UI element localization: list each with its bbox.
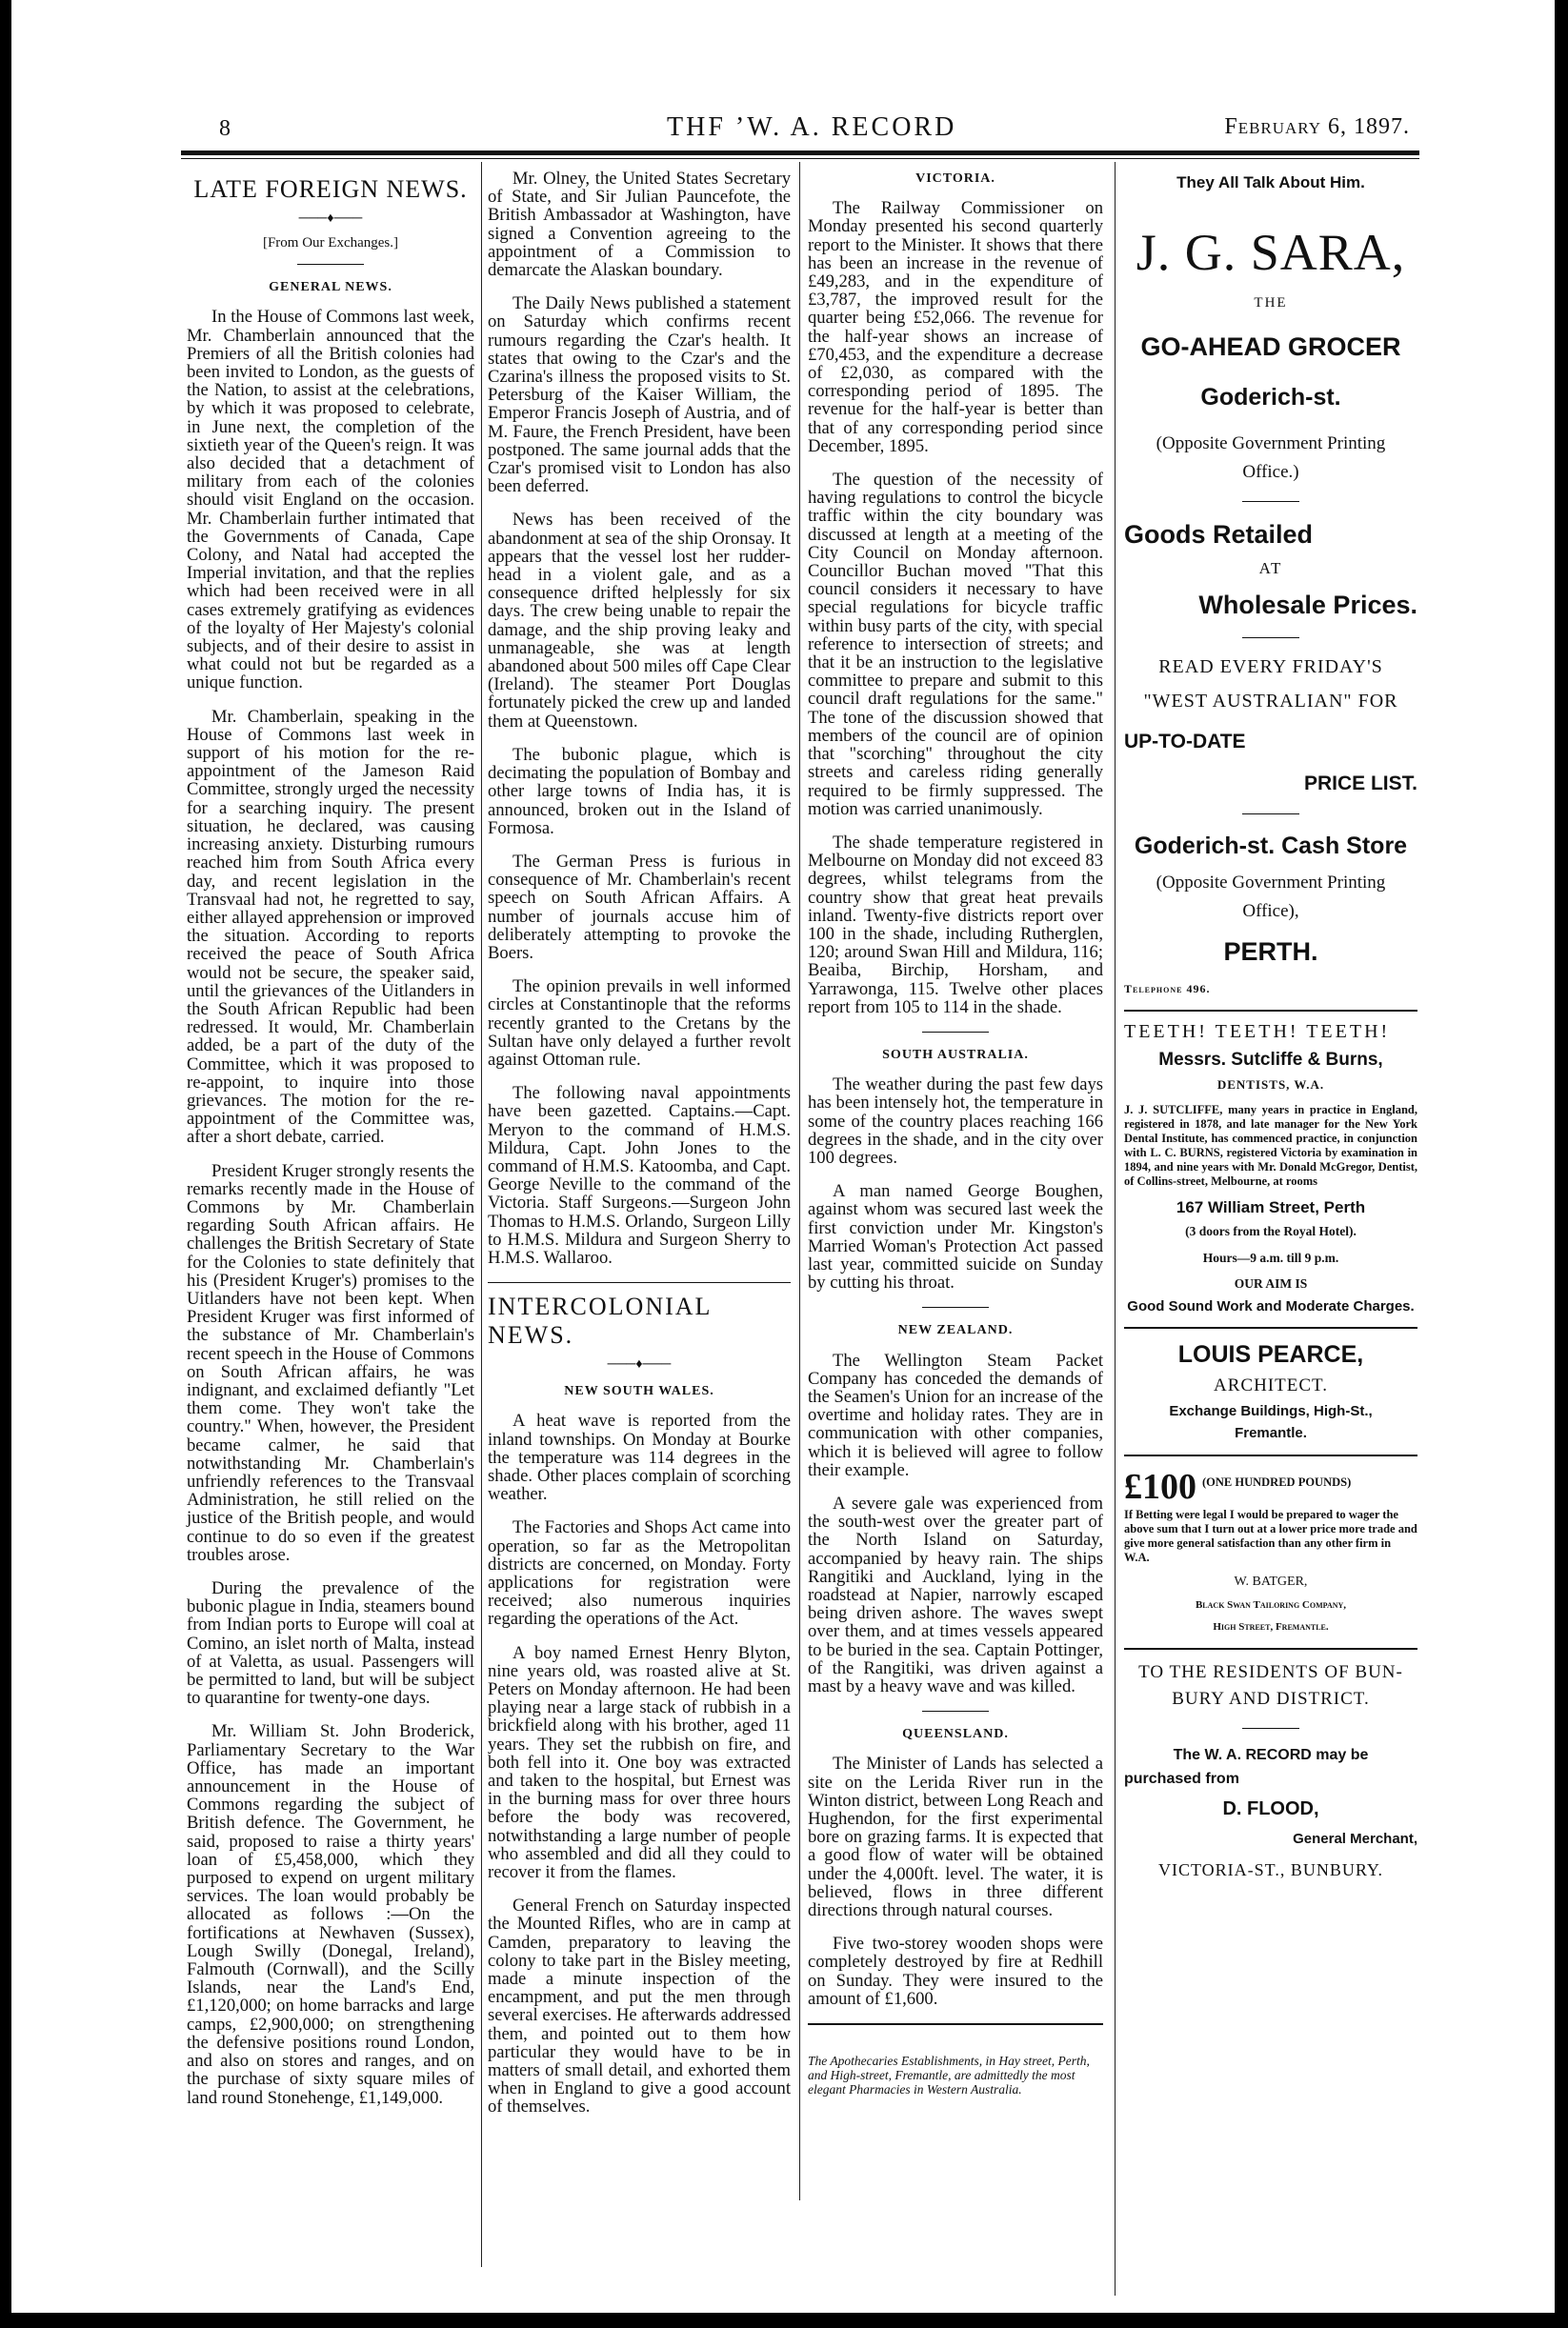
divider: [922, 1032, 989, 1033]
ad-text: (Opposite Government Printing: [1156, 872, 1386, 893]
article-paragraph: The Wellington Steam Packet Company has conceded the demands of the Seamen's Union for an increase of the overtime and holiday rates. They are in communication with other companies, which it is believed will agree to follow their example.: [808, 1350, 1103, 1480]
divider: [808, 2023, 1103, 2025]
ad-headline: TEETH! TEETH! TEETH!: [1124, 1020, 1391, 1042]
ad-merchant-name: J. G. SARA,: [1136, 224, 1406, 282]
article-paragraph: The opinion prevails in well informed circles at Constantinople that the reforms recently granted to the Cretans by the Sultan have only delayed a further revolt against Ottoman rule.: [488, 976, 791, 1070]
ad-bunbury: [1124, 1661, 1417, 1879]
ad-firm-name: Messrs. Sutcliffe & Burns,: [1158, 1050, 1383, 1071]
ornament-divider: ───♦───: [298, 211, 363, 226]
ad-text: OUR AIM IS: [1234, 1275, 1308, 1291]
divider: [922, 1307, 989, 1308]
ad-street: Goderich-st.: [1200, 384, 1341, 411]
ad-text: Good Sound Work and Moderate Charges.: [1127, 1298, 1415, 1315]
ad-text: Hours—9 a.m. till 9 p.m.: [1202, 1250, 1339, 1265]
article-paragraph: In the House of Commons last week, Mr. Chamberlain announced that the Premiers of all the British colonies had been invited to London, as the guests of the Nation, to assist at the celebrations, by which it was proposed to celebrate, in June next, the completion of the sixtieth year of the Queen's reign. It was also decided that a detachment of military from each of the colonies should visit England on the occasion. Mr. Chamberlain further intimated that the Governments of Canada, Cape Colony, and Natal had accepted the Imperial invitation, and that the replies which had been received were in all cases extremely gratifying as evidences of the loyalty of Her Majesty's colonial subjects, and of their desire to assist in what could not but be regarded as a unique function.: [187, 307, 474, 693]
ad-text: Office.): [1242, 462, 1299, 483]
issue-date: February 6, 1897.: [1224, 114, 1410, 139]
ad-separator: [1124, 1455, 1417, 1456]
column-divider: [481, 162, 482, 2267]
article-paragraph: News has been received of the abandonment at sea of the ship Oronsay. It appears that the vessel lost her rudder-head in a violent gale, and as a consequence drifted helplessly for six days. The crew being unable to repair the damage, and the ship proving leaky and unmanageable, she was at length abandoned about 500 miles off Cape Clear (Ireland). The steamer Port Douglas fortunately picked the crew up and landed them at Queenstown.: [488, 510, 791, 732]
scan-border-left: [0, 0, 11, 2328]
column-advertisements: [1124, 170, 1417, 1887]
ad-text: General Merchant,: [1293, 1830, 1417, 1847]
subhead: NEW ZEALAND.: [897, 1323, 1014, 1338]
divider: [297, 264, 364, 265]
ad-headline: Goods Retailed: [1124, 520, 1314, 550]
paper-title: THF ’W. A. RECORD: [667, 112, 957, 142]
ad-text: "WEST AUSTRALIAN" FOR: [1143, 690, 1398, 712]
ad-headline: GO-AHEAD GROCER: [1140, 332, 1401, 362]
ad-headline: PRICE LIST.: [1303, 772, 1417, 794]
ad-headline: UP-TO-DATE: [1124, 730, 1246, 753]
ad-wager-header: [1124, 1468, 1417, 1506]
ad-text: purchased from: [1124, 1771, 1239, 1788]
article-paragraph: A severe gale was experienced from the south-west over the greater part of the North Island on Saturday, accompanied by heavy rain. The ships Rangitiki and Auckland, lying in the roadstead at Napier, narrowly escaped being driven ashore. The waves swept over them, and at times vessels appeared to be buried in the sea. Captain Pottinger, of the Rangitiki, was driven against a mast by a heavy wave and was killed.: [808, 1494, 1103, 1697]
header-rule: [181, 151, 1419, 155]
article-paragraph: The question of the necessity of having regulations to control the bicycle traffic within the city boundary was discussed at length at a meeting of the City Council on Monday afternoon. Councillor Buchan moved "That this council considers it necessary to have special regulations for bicycle traffic within busy parts of the city, with special reference to intersection of streets; and that it be an instruction to the legislative committee to prepare and submit to this council draft regulations for the same." The tone of the discussion showed that members of the council are of opinion that "scorching" throughout the city streets and careless riding generally required to be firmly suppressed. The motion was carried unanimously.: [808, 470, 1103, 819]
ad-headline: Goderich-st. Cash Store: [1134, 832, 1408, 859]
ad-merchant-name: D. FLOOD,: [1222, 1797, 1319, 1819]
ad-text: (3 doors from the Royal Hotel).: [1185, 1224, 1357, 1239]
ad-separator: [1124, 1648, 1417, 1650]
article-paragraph: A man named George Boughen, against whom was secured last week the first conviction under Mr. Kingston's Married Woman's Protection Act passed last year, committed suicide on Sunday by cutting his throat.: [808, 1181, 1103, 1294]
article-paragraph: President Kruger strongly resents the remarks recently made in the House of Commons by Mr. Chamberlain regarding South African affairs. He challenges the British Secretary of State for the Colonies to state definitely that his (President Kruger's) promises to the Uitlanders have not been kept. When President Kruger was first informed of the substance of Mr. Chamberlain's recent speech in the House of Commons on South African affairs, he was indignant, and exclaimed defiantly "Let them come. They won't take the country." When, however, the President became calmer, he said that notwithstanding Mr. Chamberlain's unfriendly references to the Transvaal Administration, he still relied on the justice of the British people, and would continue to do so even if the greatest troubles arose.: [187, 1160, 474, 1565]
ad-headline: Wholesale Prices.: [1198, 590, 1417, 619]
ad-tagline: They All Talk About Him.: [1176, 173, 1365, 191]
column-late-foreign-news: [187, 170, 474, 2122]
page-header: [181, 112, 1410, 145]
source-note: [From Our Exchanges.]: [262, 235, 399, 251]
ornament-divider: ───♦───: [607, 1357, 672, 1373]
ad-headline: PERTH.: [1223, 936, 1318, 966]
ad-amount: £100: [1124, 1466, 1196, 1507]
subhead: SOUTH AUSTRALIA.: [882, 1047, 1029, 1062]
ad-text: AT: [1258, 559, 1283, 578]
ad-text: TO THE RESIDENTS OF BUN-: [1138, 1662, 1403, 1683]
divider: [1242, 637, 1299, 638]
article-paragraph: A heat wave is reported from the inland townships. On Monday at Bourke the temperature was 114 degrees in the shade. Other places complain of scorching weather.: [488, 1411, 791, 1505]
ad-telephone: Telephone 496.: [1124, 981, 1211, 995]
article-paragraph: Mr. Olney, the United States Secretary of State, and Sir Julian Pauncefote, the British Ambassador at Washington, have signed a Convention agreeing to the appointment of a Commission to demarcate the Alaskan boundary.: [488, 169, 791, 281]
ad-address: Exchange Buildings, High-St.,: [1169, 1403, 1373, 1420]
column-foreign-continued: [488, 170, 791, 2132]
article-paragraph: The bubonic plague, which is decimating the population of Bombay and other large towns of India has, it is announced, broken out in the Island of Formosa.: [488, 744, 791, 838]
ad-tailor: [1124, 1468, 1417, 1637]
article-paragraph: During the prevalence of the bubonic plague in India, steamers bound from Indian ports to Europe will coal at Comino, an islet north of Malta, instead of at Valetta, as usual. Passengers will be permitted to land, but will be subject to quarantine for twenty-one days.: [187, 1578, 474, 1709]
divider: [1242, 813, 1299, 814]
ad-text: DENTISTS, W.A.: [1216, 1077, 1325, 1093]
article-paragraph: The weather during the past few days has been intensely hot, the temperature in some of the country places reaching 166 degrees in the shade, and in the city over 100 degrees.: [808, 1074, 1103, 1168]
subhead: NEW SOUTH WALES.: [564, 1384, 714, 1399]
article-paragraph: The Daily News published a statement on Saturday which confirms recent rumours regarding the Czar's health. It states that owing to the Czar's and the Czarina's illness the proposed visits to St. Petersburg of the Kaiser William, the Emperor Francis Joseph of Austria, and of M. Faure, the French President, have been postponed. The same journal adds that the Czar's promised visit to London has also been deferred.: [488, 293, 791, 497]
ad-headline: LOUIS PEARCE,: [1177, 1341, 1364, 1369]
article-paragraph: General French on Saturday inspected the Mounted Rifles, who are in camp at Camden, preparatory to leaving the colony to take part in the Bisley meeting, made a minute inspection of the encampment, and put the men through several exercises. He afterwards addressed them, and pointed out to them how particular they would have to be in matters of small detail, and exhorted them when in England to give a good account of themselves.: [488, 1896, 791, 2117]
column-intercolonial: [808, 170, 1103, 2097]
page-number: 8: [219, 116, 231, 141]
section-title: INTERCOLONIAL NEWS.: [488, 1293, 712, 1350]
article-paragraph: The shade temperature registered in Melbourne on Monday did not exceed 83 degrees, whilst telegrams from the country show that great heat prevails inland. Twenty-five districts report over 100 in the shade, including Rutherglen, 120; around Swan Hill and Mildura, 116; Beaiba, Birchip, Horsham, and Yarrawonga, 115. Twelve other places report from 105 to 114 in the shade.: [808, 832, 1103, 1017]
section-title: LATE FOREIGN NEWS.: [193, 175, 468, 203]
ad-text: ARCHITECT.: [1214, 1375, 1328, 1396]
ad-sara: [1124, 173, 1417, 998]
article-paragraph: The Minister of Lands has selected a site on the Lerida River run in the Winton district, between Long Reach and Hughendon, for the first experimental bore on grazing farms. It is expected that a good flow of water will be obtained under the 4,000ft. level. The water, it is believed, flows in three different directions through natural courses.: [808, 1754, 1103, 1921]
subhead: GENERAL NEWS.: [269, 280, 392, 295]
article-paragraph: The German Press is furious in consequence of Mr. Chamberlain's recent speech on South African Affairs. A number of journals accuse him of deliberately attempting to provoke the Boers.: [488, 851, 791, 963]
ad-text: READ EVERY FRIDAY'S: [1158, 655, 1383, 677]
ad-address: VICTORIA-ST., BUNBURY.: [1157, 1860, 1384, 1880]
ad-separator: [1124, 1010, 1417, 1012]
ad-text: (Opposite Government Printing: [1156, 433, 1386, 454]
subhead: QUEENSLAND.: [902, 1727, 1009, 1742]
divider: [1242, 1728, 1299, 1729]
ad-separator: [1124, 1327, 1417, 1329]
ad-dentists: [1124, 1020, 1417, 1315]
article-paragraph: A boy named Ernest Henry Blyton, nine years old, was roasted alive at St. Peters on Monday afternoon. He had been playing near a large stack of rubbish in a brickfield along with his brother, aged 11 years. They set the rubbish on fire, and both fell into it. One boy was extracted and taken to the hospital, but Ernest was in the burning mass for over three hours before the body was recovered, notwithstanding a large number of people who assembled and did all they could to recover it from the flames.: [488, 1642, 791, 1883]
ad-text: (ONE HUNDRED POUNDS): [1202, 1475, 1352, 1490]
article-paragraph: Mr. William St. John Broderick, Parliamentary Secretary to the War Office, has made an important announcement in the House of Commons regarding the subject of British defence. The Government, he said, proposed to raise a thirty years' loan of £5,458,000, which they purposed to expend on urgent military services. The loan would probably be allocated as follows :—On the fortifications at Newhaven (Sussex), Lough Swilly (Donegal, Ireland), Falmouth (Cornwall), and the Scilly Islands, near the Land's End, £1,120,000; on home barracks and large camps, £2,900,000; on strengthening the defensive positions round London, and also on stores and ranges, and on the purchase of sixty square miles of land round Stonehenge, £1,149,000.: [187, 1721, 474, 2108]
header-rule-thin: [181, 158, 1419, 159]
ad-architect: [1124, 1340, 1417, 1443]
pharmacy-notice: The Apothecaries Establishments, in Hay street, Perth, and High-street, Fremantle, are admittedly the most elegant Pharmacies in Western Australia.: [808, 2054, 1090, 2097]
scan-border-bottom: [0, 2313, 1568, 2328]
scan-border-right: [1555, 0, 1568, 2328]
ad-text: High Street, Fremantle.: [1213, 1621, 1329, 1634]
ad-address: 167 William Street, Perth: [1176, 1198, 1366, 1217]
subhead: VICTORIA.: [915, 171, 995, 186]
ad-text: THE: [1254, 295, 1288, 311]
ad-body: If Betting were legal I would be prepared to wager the above sum that I turn out at a lower price more trade and give more general satisfaction than any other firm in W.A.: [1124, 1507, 1417, 1564]
article-paragraph: The Factories and Shops Act came into operation, so far as the Metropolitan districts are concerned, on Monday. Forty applications for registration were received; also numerous inquiries regarding the operations of the Act.: [488, 1517, 791, 1630]
article-paragraph: Mr. Chamberlain, speaking in the House of Commons last week in support of his motion for the re-appointment of the Jameson Raid Committee, strongly urged the necessity for a searching inquiry. The present situation, he declared, was causing increasing anxiety. Disturbing rumours reached him from South Africa every day, and recent legislation in the Transvaal had not, he regretted to say, either allayed apprehension or improved the situation. According to reports received the peace of South Africa would not be secure, the speaker said, until the grievances of the Uitlanders in the South African Republic had been redressed. It would, Mr. Chamberlain added, be a part of the duty of the Committee, which it was proposed to re-appoint, to inquire into those grievances. The motion for the re-appointment of the Committee was, after a short debate, carried.: [187, 706, 474, 1148]
article-paragraph: Five two-storey wooden shops were completely destroyed by fire at Redhill on Sunday. They were insured to the amount of £1,600.: [808, 1934, 1103, 2009]
ad-text: BURY AND DISTRICT.: [1172, 1689, 1370, 1710]
divider: [1242, 501, 1299, 502]
article-paragraph: The Railway Commissioner on Monday presented his second quarterly report to the Minister. It shows that there has been an increase in the revenue of £49,283, and in the expenditure of £3,787, the improved result for the quarter being £52,066. The revenue for the half-year shows an increase of £70,453, and the expenditure a decrease of £2,030, as compared with the corresponding period of 1895. The revenue for the half-year is better than that of any corresponding period since December, 1895.: [808, 198, 1103, 456]
ad-text: The W. A. RECORD may be: [1173, 1747, 1369, 1764]
ad-address: Fremantle.: [1235, 1425, 1307, 1442]
article-paragraph: The following naval appointments have been gazetted. Captains.—Capt. Meryon to the command of H.M.S. Mildura, Capt. John Jones to the command of H.M.S. Katoomba, and Capt. George Neville to the command of the Victoria. Staff Surgeons.—Surgeon John Thomas to H.M.S. Orlando, Surgeon Lilly to H.M.S. Mildura and Surgeon Sherry to H.M.S. Wallaroo.: [488, 1083, 791, 1268]
ad-body: J. J. SUTCLIFFE, many years in practice in England, registered in 1878, and late manager for the New York Dental Institute, has commenced practice, in conjunction with L. C. BURNS, registered Victoria by examination in 1894, and nine years with Mr. Donald McGregor, Dentist, of Collins-street, Melbourne, at rooms: [1124, 1103, 1417, 1189]
divider: [922, 1711, 989, 1712]
divider: [488, 1282, 791, 1283]
ad-text: W. BATGER,: [1234, 1574, 1308, 1589]
column-divider: [1115, 162, 1116, 2296]
ad-text: Black Swan Tailoring Company,: [1195, 1598, 1347, 1611]
ad-text: Office),: [1242, 900, 1299, 921]
column-divider: [799, 162, 800, 2200]
